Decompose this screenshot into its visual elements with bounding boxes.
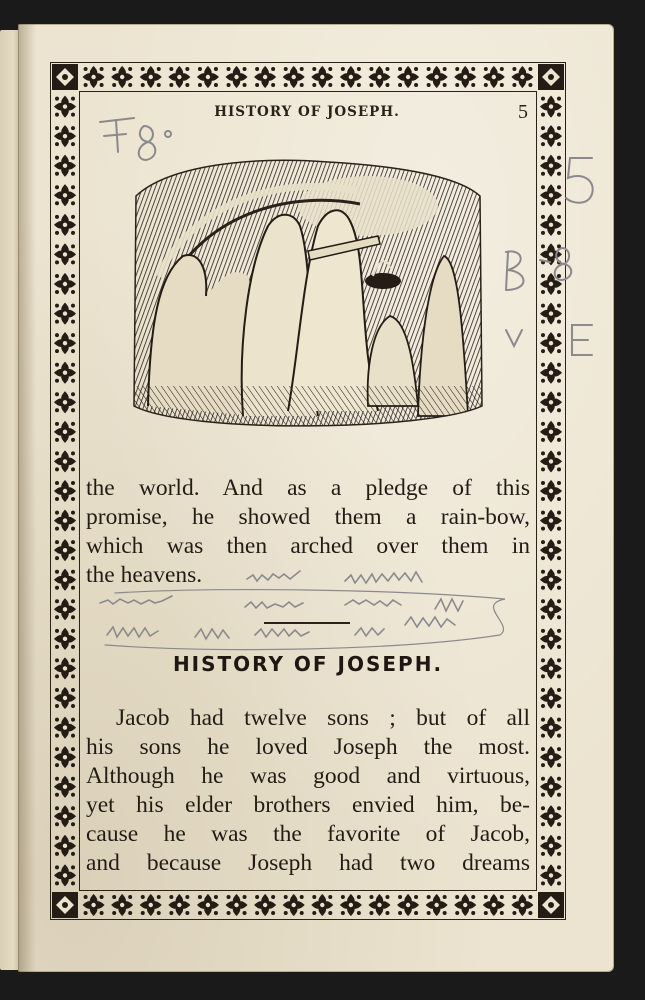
text-line: yet his elder brothers envied him, be- — [86, 792, 530, 818]
text-line: Jacob had twelve sons ; but of all — [116, 705, 530, 731]
page-number: 5 — [518, 101, 528, 123]
gutter-shadow — [18, 24, 36, 972]
text-line: cause he was the favorite of Jacob, — [86, 821, 530, 847]
text-line: the heavens. — [86, 562, 203, 588]
text-line: promise, he showed them a rain-bow, — [86, 504, 530, 530]
section-divider — [264, 622, 350, 624]
chapter-heading: HISTORY OF JOSEPH. — [172, 652, 444, 676]
woodcut-illustration — [128, 156, 486, 436]
running-head-title: HISTORY OF JOSEPH. — [214, 104, 400, 120]
chapter-paragraph — [86, 704, 530, 878]
passage-paragraph — [86, 474, 530, 590]
running-head — [84, 101, 530, 126]
text-line: Although he was good and virtuous, — [86, 763, 530, 789]
text-line: his sons he loved Joseph the most. — [86, 734, 530, 760]
text-line: and because Joseph had two dreams — [86, 850, 530, 876]
text-line: which was then arched over them in — [86, 533, 530, 559]
text-line: the world. And as a pledge of this — [86, 475, 530, 501]
